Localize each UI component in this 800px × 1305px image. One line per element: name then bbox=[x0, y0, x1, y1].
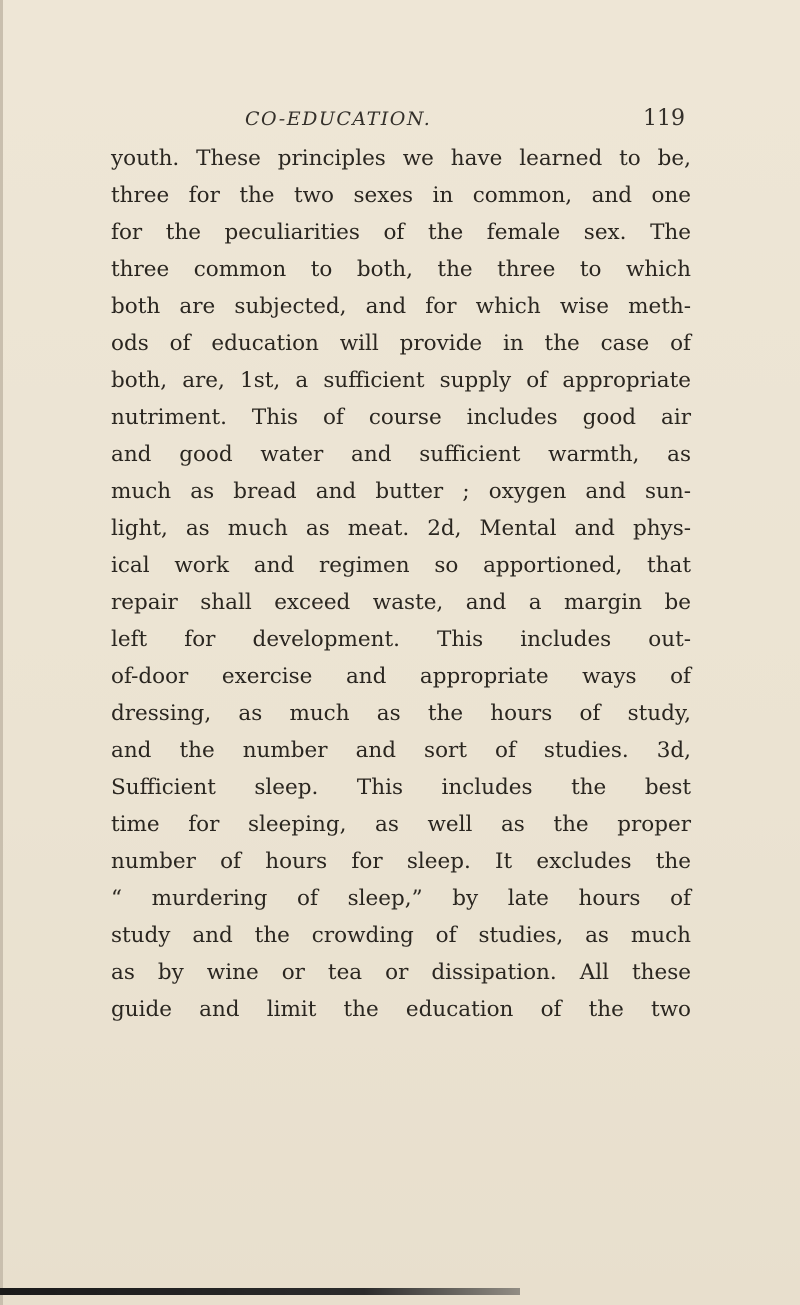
text-line: “ murdering of sleep,” by late hours of bbox=[111, 886, 691, 911]
bottom-scan-edge bbox=[0, 1288, 520, 1295]
text-line: youth. These principles we have learned to be, bbox=[111, 146, 691, 171]
page-number: 119 bbox=[643, 106, 685, 131]
text-line: ods of education will provide in the case of bbox=[111, 331, 691, 356]
text-line: of-door exercise and appropriate ways of bbox=[111, 664, 691, 689]
page-edge bbox=[0, 0, 3, 1305]
text-line: dressing, as much as the hours of study, bbox=[111, 701, 691, 726]
text-line: study and the crowding of studies, as much bbox=[111, 923, 691, 948]
text-line: ical work and regimen so apportioned, that bbox=[111, 553, 691, 578]
text-line: both, are, 1st, a sufficient supply of appropriate bbox=[111, 368, 691, 393]
text-line: left for development. This includes out- bbox=[111, 627, 691, 652]
text-line: repair shall exceed waste, and a margin be bbox=[111, 590, 691, 615]
text-line: both are subjected, and for which wise meth- bbox=[111, 294, 691, 319]
running-head bbox=[245, 108, 685, 138]
text-line: time for sleeping, as well as the proper bbox=[111, 812, 691, 837]
text-line: for the peculiarities of the female sex. The bbox=[111, 220, 691, 245]
body-text bbox=[111, 140, 691, 1028]
text-line: nutriment. This of course includes good air bbox=[111, 405, 691, 430]
text-line: guide and limit the education of the two bbox=[111, 997, 691, 1022]
text-line: as by wine or tea or dissipation. All these bbox=[111, 960, 691, 985]
text-line: and good water and sufficient warmth, as bbox=[111, 442, 691, 467]
running-title: CO-EDUCATION. bbox=[245, 108, 432, 130]
text-line: and the number and sort of studies. 3d, bbox=[111, 738, 691, 763]
text-line: Sufficient sleep. This includes the best bbox=[111, 775, 691, 800]
text-line: light, as much as meat. 2d, Mental and phys- bbox=[111, 516, 691, 541]
text-line: much as bread and butter ; oxygen and sun- bbox=[111, 479, 691, 504]
text-line: number of hours for sleep. It excludes the bbox=[111, 849, 691, 874]
text-line: three for the two sexes in common, and one bbox=[111, 183, 691, 208]
text-line: three common to both, the three to which bbox=[111, 257, 691, 282]
